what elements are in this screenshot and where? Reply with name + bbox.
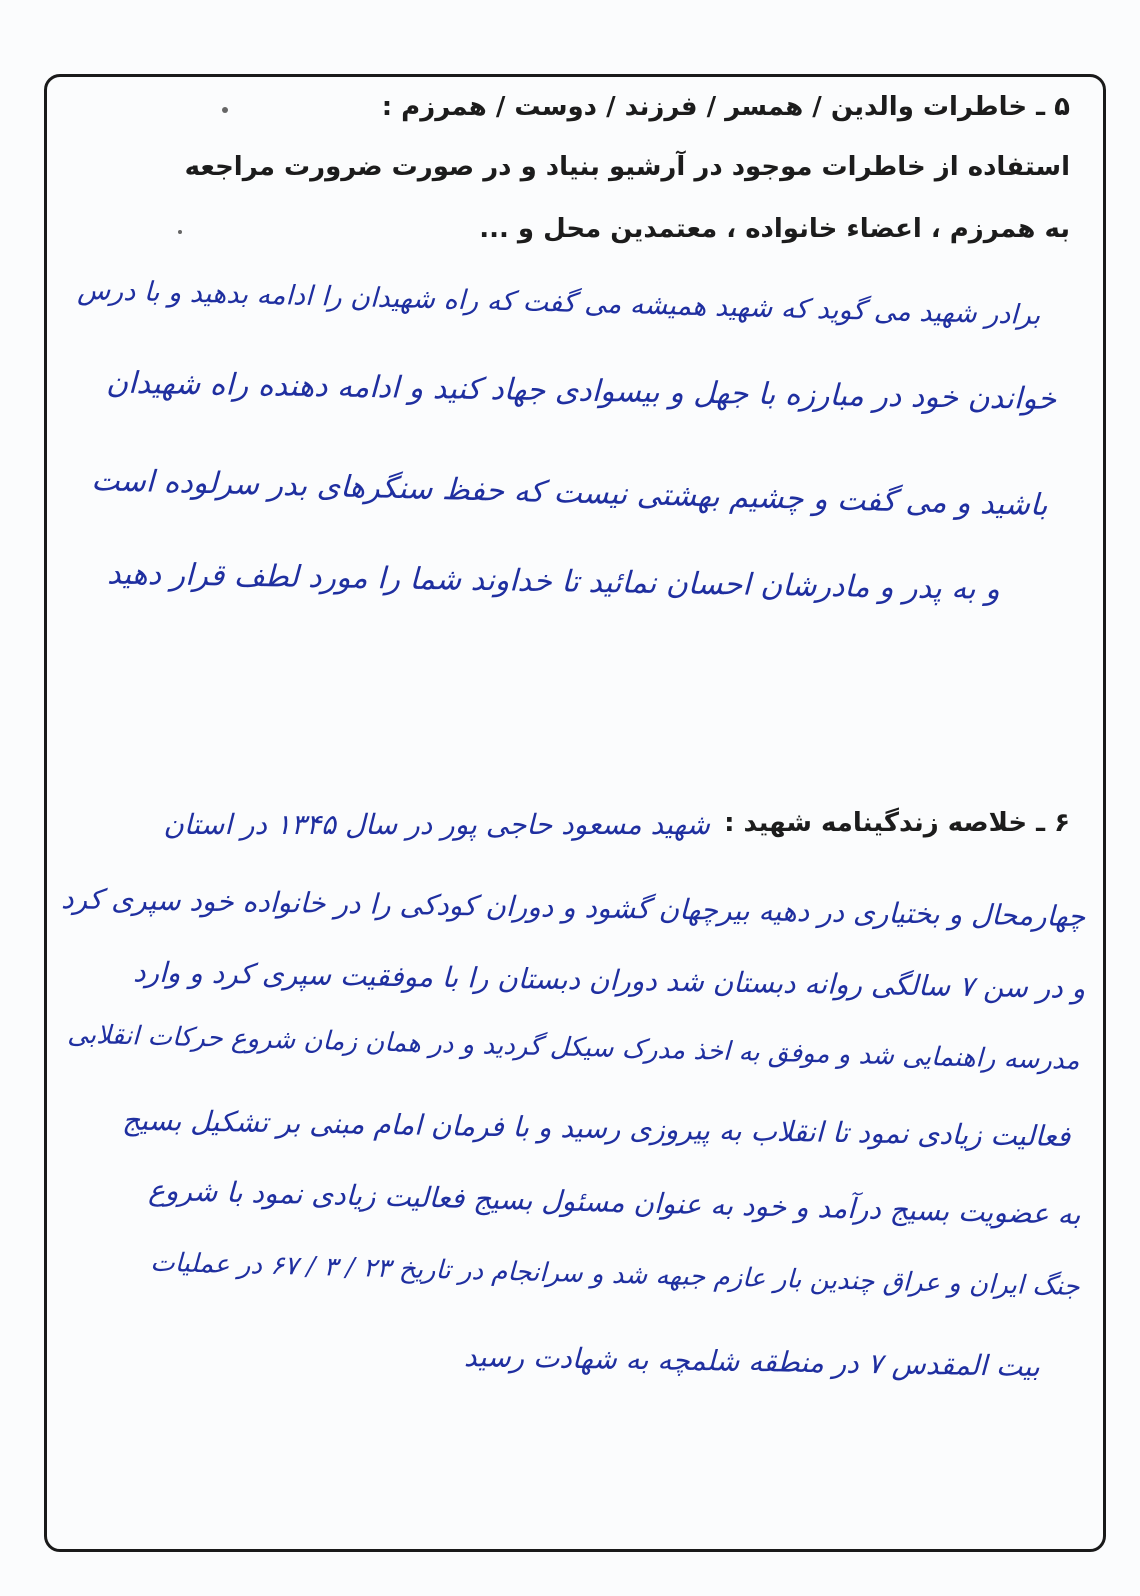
section6-handwritten-line: جنگ ایران و عراق چندین بار عازم جبهه شد و سرانجام در تاریخ ۲۳ / ۳ / ۶۷ در عملیات bbox=[150, 1247, 1081, 1302]
section6-handwritten-line: فعالیت زیادی نمود تا انقلاب به پیروزی رسید و با فرمان امام مبنی بر تشکیل بسیج bbox=[121, 1103, 1071, 1153]
section5-heading: ۵ ـ خاطرات والدین / همسر / فرزند / دوست / همرزم : bbox=[381, 92, 1070, 122]
section5-handwritten-line: خواندن خود در مبارزه با جهل و بیسوادی جهاد کنید و ادامه دهنده راه شهیدان bbox=[105, 365, 1057, 417]
section5-handwritten-line: باشید و می گفت و چشیم بهشتی نیست که حفظ سنگرهای بدر سرلوده است bbox=[91, 462, 1049, 523]
section5-instruction-line1: استفاده از خاطرات موجود در آرشیو بنیاد و در صورت ضرورت مراجعه bbox=[184, 152, 1070, 182]
section6-handwritten-first: شهید مسعود حاجی پور در سال ۱۳۴۵ در استان bbox=[163, 808, 710, 841]
ink-speck bbox=[222, 107, 228, 113]
section6-handwritten-line: به عضویت بسیج درآمد و خود به عنوان مسئول بسیج فعالیت زیادی نمود با شروع bbox=[147, 1173, 1081, 1231]
section6-handwritten-line: چهارمحال و بختیاری در دهیه بیرچهان گشود و دوران کودکی را در خانواده خود سپری کرد bbox=[60, 882, 1086, 933]
section6-handwritten-line: و در سن ۷ سالگی روانه دبستان شد دوران دبستان را با موفقیت سپری کرد و وارد bbox=[132, 955, 1086, 1005]
section6-handwritten-line: بیت المقدس ۷ در منطقه شلمچه به شهادت رسید bbox=[464, 1339, 1041, 1383]
section6-handwritten-line: مدرسه راهنمایی شد و موفق به اخذ مدرک سیکل گردید و در همان زمان شروع حرکات انقلابی bbox=[67, 1019, 1081, 1076]
section5-handwritten-line: و به پدر و مادرشان احسان نمائید تا خداوند شما را مورد لطف قرار دهید bbox=[107, 556, 1001, 607]
section5-instruction-line2: به همرزم ، اعضاء خانواده ، معتمدین محل و ... bbox=[479, 214, 1070, 244]
section6-heading: ۶ ـ خلاصه زندگینامه شهید : bbox=[724, 808, 1070, 838]
ink-speck bbox=[178, 230, 182, 234]
section5-handwritten-line: برادر شهید می گوید که شهید همیشه می گفت که راه شهیدان را ادامه بدهید و با درس bbox=[76, 274, 1041, 331]
